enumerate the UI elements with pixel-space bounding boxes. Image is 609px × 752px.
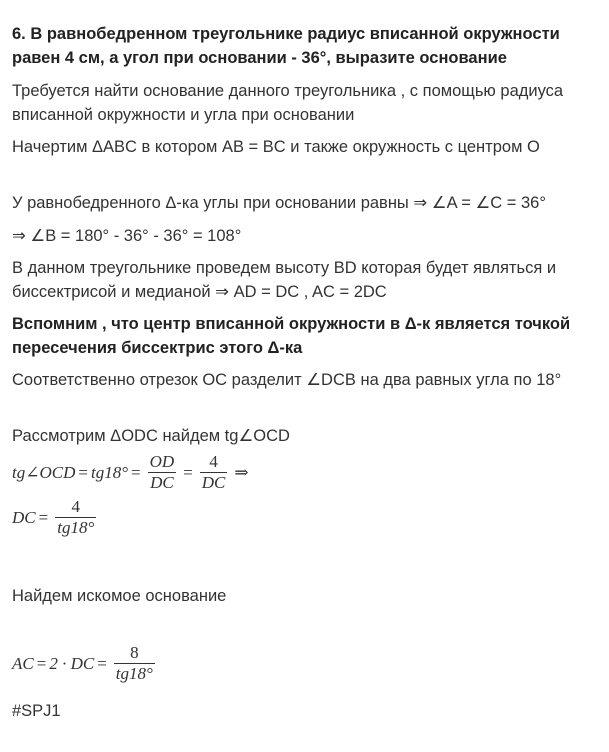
fraction-numerator: 8 xyxy=(130,643,139,662)
formula-ac-mid: 2 · DC xyxy=(49,653,95,673)
fraction-denominator: DC xyxy=(201,473,226,492)
paragraph-height: В данном треугольнике проведем высоту BD которая будет являться и биссектрисой и медианой ⇒ AD = DC , AC = 2DC xyxy=(12,259,557,301)
formula-ac-lhs: AC xyxy=(12,653,34,673)
formula-ac-fraction xyxy=(114,643,155,684)
paragraph-angle-b: ⇒ ∠B = 180° - 36° - 36° = 108° xyxy=(12,227,242,245)
formula-ac-eq2: = xyxy=(97,653,107,673)
formula-tangent-eq2: = xyxy=(131,462,141,482)
paragraph-base-angles: У равнобедренного Δ-ка углы при основании равны ⇒ ∠A = ∠C = 36° xyxy=(12,194,546,212)
implies-arrow: ⇒ xyxy=(234,462,249,482)
formula-tangent xyxy=(12,452,252,493)
formula-dc-lhs: DC xyxy=(12,507,36,527)
paragraph-incenter-note: Вспомним , что центр вписанной окружности в Δ-к является точкой пересечения биссектрис этого Δ-ка xyxy=(12,315,571,357)
fraction-numerator: OD xyxy=(149,452,175,471)
paragraph-draw-triangle: Начертим ΔABC в котором AB = BC и также окружность с центром O xyxy=(12,138,540,156)
formula-tangent-fraction-1 xyxy=(148,452,177,493)
formula-ac-eq1: = xyxy=(36,653,47,673)
formula-tangent-eq3: = xyxy=(183,462,193,482)
fraction-numerator: 4 xyxy=(71,497,80,516)
formula-tangent-fraction-2 xyxy=(200,452,228,493)
fraction-denominator: DC xyxy=(150,473,174,492)
formula-tangent-mid: tg18° xyxy=(90,462,128,482)
formula-tangent-eq1: = xyxy=(78,462,88,482)
paragraph-find-base: Найдем искомое основание xyxy=(12,587,227,605)
formula-tangent-lhs: tg∠OCD xyxy=(12,462,76,482)
formula-dc-fraction xyxy=(55,497,96,538)
formula-dc-eq: = xyxy=(38,507,49,527)
paragraph-consider-triangle: Рассмотрим ΔODC найдем tg∠OCD xyxy=(12,427,290,445)
formula-ac xyxy=(12,643,159,684)
paragraph-task: Требуется найти основание данного треугольника , с помощью радиуса вписанной окружности и угла при основании xyxy=(12,82,564,124)
paragraph-angle-split: Соответственно отрезок OC разделит ∠DCB на два равных угла по 18° xyxy=(12,371,562,389)
formula-dc xyxy=(12,497,100,538)
problem-title: 6. В равнобедренном треугольнике радиус вписанной окружности равен 4 см, а угол при основании - 36°, выразите основание xyxy=(12,25,560,67)
hashtag-label: #SPJ1 xyxy=(12,702,61,720)
fraction-denominator: tg18° xyxy=(57,518,95,537)
fraction-numerator: 4 xyxy=(209,452,218,471)
fraction-denominator: tg18° xyxy=(115,664,153,683)
